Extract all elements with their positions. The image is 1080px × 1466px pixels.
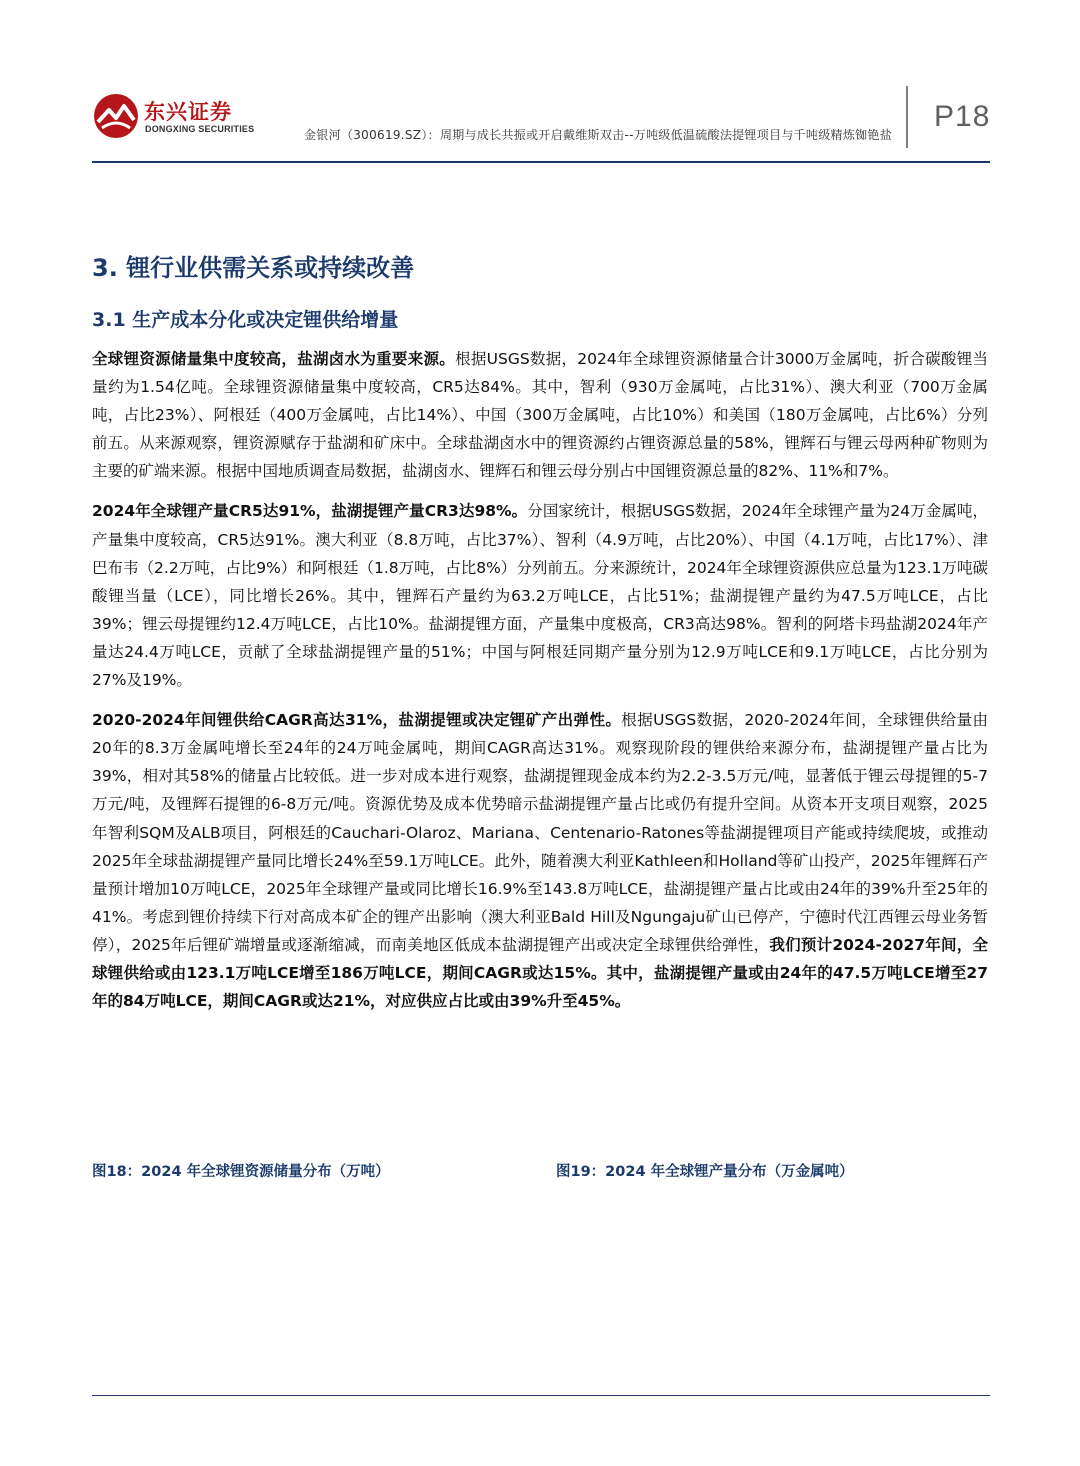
report-subtitle: 金银河（300619.SZ）：周期与成长共振或开启戴维斯双击--万吨级低温硫酸法提锂项目与千吨级精炼铷铯盐 xyxy=(304,128,893,142)
paragraph-conclusion: 我们预计2024-2027年间，全球锂供给或由123.1万吨LCE增至186万吨LCE，期间CAGR或达15%。其中，盐湖提锂产量或由24年的47.5万吨LCE增至27年的84万吨LCE，期间CAGR或达21%，对应供应占比或由39%升至45%。 xyxy=(92,935,989,1011)
header-divider xyxy=(906,86,908,148)
paragraph-lithium-reserves xyxy=(92,345,988,485)
logo-english-name: DONGXING SECURITIES xyxy=(145,124,255,134)
figure-19-caption: 图19：2024 年全球锂产量分布（万金属吨） xyxy=(556,1164,854,1180)
main-content xyxy=(92,250,988,1015)
header-rule xyxy=(92,161,990,163)
paragraph-lead: 全球锂资源储量集中度较高，盐湖卤水为重要来源。 xyxy=(92,350,456,368)
paragraph-body: 根据USGS数据，2024年全球锂资源储量合计3000万金属吨，折合碳酸锂当量约为1.54亿吨。全球锂资源储量集中度较高，CR5达84%。其中，智利（930万金属吨，占比31%）、澳大利亚（700万金属吨，占比23%）、阿根廷（400万金属吨，占比14%）、中国（300万金属吨，占比10%）和美国（180万金属吨，占比6%）分列前五。从来源观察，锂资源赋存于盐湖和矿床中。全球盐湖卤水中的锂资源约占锂资源总量的58%，锂辉石与锂云母两种矿物则为主要的矿端来源。根据中国地质调查局数据，盐湖卤水、锂辉石和锂云母分别占中国锂资源总量的82%、11%和7%。 xyxy=(92,350,988,481)
company-logo xyxy=(92,92,255,142)
paragraph-lithium-production xyxy=(92,497,988,694)
page-number: P18 xyxy=(934,100,991,133)
paragraph-body: 根据USGS数据，2020-2024年间，全球锂供给量由20年的8.3万金属吨增长至24年的24万吨金属吨，期间CAGR高达31%。观察现阶段的锂供给来源分布，盐湖提锂产量占比为39%，相对其58%的储量占比较低。进一步对成本进行观察，盐湖提锂现金成本约为2.2-3.5万元/吨，显著低于锂云母提锂的5-7万元/吨，及锂辉石提锂的6-8万元/吨。资源优势及成本优势暗示盐湖提锂产量占比或仍有提升空间。从资本开支项目观察，2025年智利SQM及ALB项目，阿根廷的Cauchari-Olaroz、Mariana、Centenario-Ratones等盐湖提锂项目产能或持续爬坡，或推动2025年全球盐湖提锂产量同比增长24%至59.1万吨LCE。此外，随着澳大利亚Kathleen和Holland等矿山投产，2025年锂辉石产量预计增加10万吨LCE，2025年全球锂产量或同比增长16.9%至143.8万吨LCE，盐湖提锂产量占比或由24年的39%升至25年的41%。考虑到锂价持续下行对高成本矿企的锂产出影响（澳大利亚Bald Hill及Ngungaju矿山已停产，宁德时代江西锂云母业务暂停），2025年后锂矿端增量或逐渐缩减，而南美地区低成本盐湖提锂产出或决定全球锂供给弹性， xyxy=(92,711,989,954)
logo-mark-icon xyxy=(92,92,140,140)
paragraph-lead: 2024年全球锂产量CR5达91%，盐湖提锂产量CR3达98%。 xyxy=(92,502,528,521)
figure-captions xyxy=(92,1160,988,1184)
subsection-title: 3.1 生产成本分化或决定锂供给增量 xyxy=(92,309,399,331)
paragraph-lead: 2020-2024年间锂供给CAGR高达31%，盐湖提锂或决定锂矿产出弹性。 xyxy=(92,711,622,730)
paragraph-lithium-supply-forecast xyxy=(92,706,988,1015)
section-title: 3. 锂行业供需关系或持续改善 xyxy=(92,254,415,282)
figure-18-caption: 图18：2024 年全球锂资源储量分布（万吨） xyxy=(92,1164,390,1180)
footer-rule xyxy=(92,1395,990,1396)
paragraph-body: 分国家统计，根据USGS数据，2024年全球锂产量为24万金属吨，产量集中度较高，CR5达91%。澳大利亚（8.8万吨，占比37%）、智利（4.9万吨，占比20%）、中国（4.1万吨，占比17%）、津巴布韦（2.2万吨，占比9%）和阿根廷（1.8万吨，占比8%）分列前五。分来源统计，2024年全球锂资源供应总量为123.1万吨碳酸锂当量（LCE），同比增长26%。其中，锂辉石产量约为63.2万吨LCE，占比51%；盐湖提锂产量约为47.5万吨LCE，占比39%；锂云母提锂约12.4万吨LCE，占比10%。盐湖提锂方面，产量集中度极高，CR3高达98%。智利的阿塔卡玛盐湖2024年产量达24.4万吨LCE，贡献了全球盐湖提锂产量的51%；中国与阿根廷同期产量分别为12.9万吨LCE和9.1万吨LCE，占比分别为27%及19%。 xyxy=(92,502,988,690)
page-header xyxy=(92,86,990,166)
logo-chinese-name: 东兴证券 xyxy=(144,100,232,124)
